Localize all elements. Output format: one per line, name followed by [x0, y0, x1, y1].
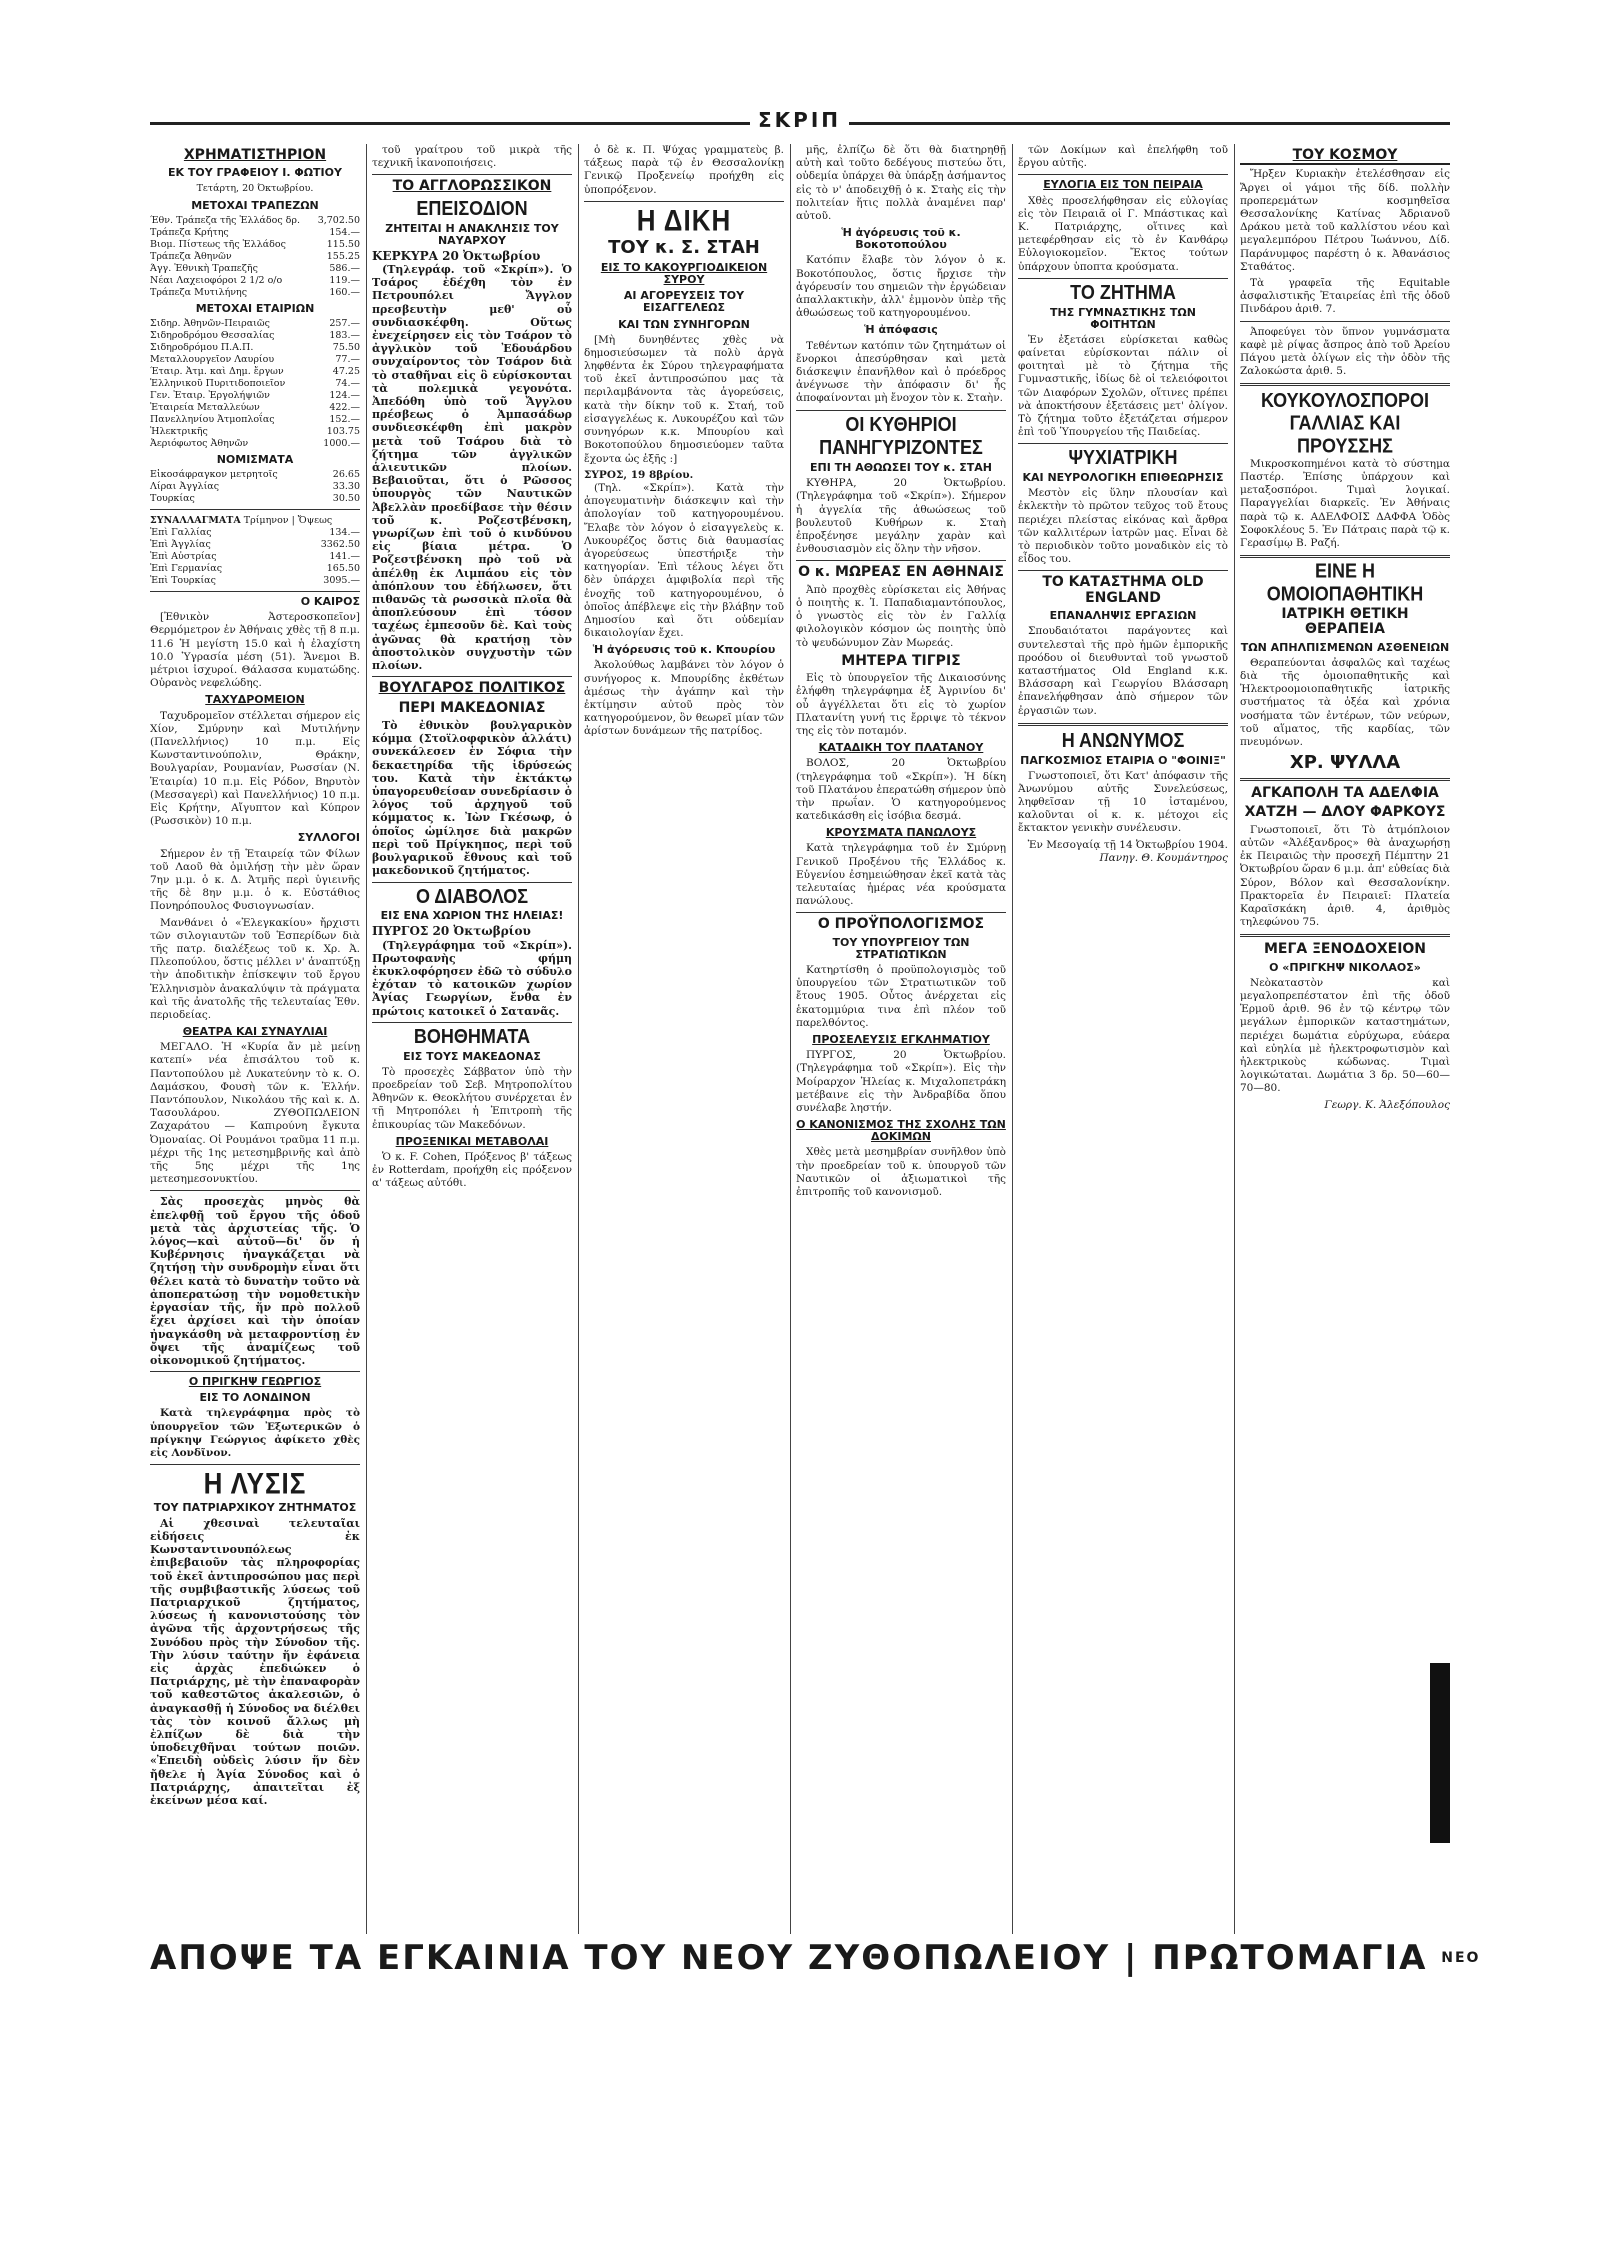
diki-subtitle-4: ΚΑΙ ΤΩΝ ΣΥΝΗΓΟΡΩΝ — [618, 317, 750, 331]
table-row: Σιδηρ. Ἀθηνῶν-Πειραιῶς 257.— — [150, 317, 360, 329]
table-row: Εἰκοσάφραγκον μετρητοῖς 26.65 — [150, 468, 360, 480]
platanos-text: ΒΟΛΟΣ, 20 Ὀκτωβρίου (τηλεγράφημα τοῦ «Σκρίπ»). Ἡ δίκη τοῦ Πλατάνου ἐπερατώθη σήμερον ὑπὸ τὴν πρωΐαν. Ὁ κατηγορούμενος κατεδικάσθη εἰς ἰσόβια δεσμά. — [796, 757, 1006, 823]
kythira-subtitle: ΠΑΝΗΓΥΡΙΖΟΝΤΕΣ — [819, 435, 983, 459]
agoreusis2-heading: Ἡ ἀγόρευσις τοῦ κ. Βοκοτοπούλου — [841, 226, 961, 252]
apofasis-heading: Ἡ ἀπόφασις — [864, 323, 938, 337]
signature: Πανηγ. Θ. Κουμάντηρος — [1099, 851, 1228, 864]
banner-text: ΑΠΟΨΕ ΤΑ ΕΓΚΑΙΝΙΑ ΤΟΥ ΝΕΟΥ ΖΥΘΟΠΩΛΕΙΟΥ | ΠΡΩΤΟΜΑΓΙΑ — [150, 1938, 1428, 1978]
kythira-subtitle-2: ΕΠΙ ΤΗ ΑΘΩΩΣΕΙ ΤΟΥ κ. ΣΤΑΗ — [810, 461, 992, 475]
moreas-text: Ἀπὸ προχθὲς εὑρίσκεται εἰς Ἀθήνας ὁ ποιητὴς κ. Ἰ. Παπαδιαμαντόπουλος, ὁ γνωστὸς εἰς τὸν ἐν Γαλλίᾳ φιλολογικὸν κόσμον ὡς ποιητὴς ὑπὸ τὸ ψευδώνυμον Ζὰν Μωρεάς. — [796, 583, 1006, 649]
zitima-subtitle: ΤΗΣ ΓΥΜΝΑΣΤΙΚΗΣ ΤΩΝ ΦΟΙΤΗΤΩΝ — [1050, 305, 1196, 331]
table-row: Έθν. Τράπεζα τῆς Ἑλλάδος δρ. 3,702.50 — [150, 214, 360, 226]
voith-title: ΒΟΗΘΗΜΑΤΑ — [413, 1024, 531, 1048]
diavolos-text: (Τηλεγράφημα τοῦ «Σκρίπ»). Πρωτοφανὴς φήμη ἐκυκλοφόρησεν ἐδῶ τὸ σύδυλο ἐχόταν τὸ κατοικῶν χωρίον Ἀγίας Γεωργίων, ἔνθα ἐν πρώτοις κατοικεῖ ὁ Σατανᾶς. — [372, 938, 572, 1018]
column-divider — [366, 144, 367, 1934]
banks-table — [150, 215, 360, 299]
boulg-title: ΒΟΥΛΓΑΡΟΣ ΠΟΛΙΤΙΚΟΣ — [378, 680, 566, 697]
prince-title: Ο ΠΡΙΓΚΗΨ ΓΕΩΡΓΙΟΣ — [188, 1375, 322, 1389]
table-row: Λίραι Ἀγγλίας 33.30 — [150, 480, 360, 492]
diki-text-2: (Τηλ. «Σκρίπ»). Κατὰ τὴν ἀπογευματινὴν διάσκεψιν καὶ τὴν ἀπολογίαν τοῦ κατηγορουμένου. Ἔλαβε τὸν λόγον ὁ εἰσαγγελεὺς κ. Λυκουρέζος ὅστις διὰ θαυμασίας ἀγορεύσεως ὑπεστήριξε τὴν κατηγορίαν. Ἐπὶ τέλους λέγει ὅτι δὲν ὑπάρχει ἀμφιβολία περὶ τῆς ἐνοχῆς τοῦ κατηγορουμένου, ὁ ὁποῖος ἀπέβλεψε εἰς τὴν βλάβην τοῦ Δημοσίου καὶ ὅτι οὐδεμίαν δικαιολογίαν ἔχει. — [584, 481, 784, 640]
table-row: Έταιρ. Ἀτμ. καὶ Δημ. ἔργων 47.25 — [150, 365, 360, 377]
table-row: Ἐπὶ Γαλλίας 134.— — [150, 527, 360, 539]
table-row: Ἐπὶ Τουρκίας 3095.— — [150, 575, 360, 587]
table-row: Τράπεζα Μυτιλήνης 160.— — [150, 286, 360, 298]
column-divider — [790, 144, 791, 1934]
diki-dateline: ΣΥΡΟΣ, 19 8βρίου. — [584, 468, 694, 481]
banner-small: ΝΕΟ — [1441, 1950, 1481, 1966]
kroustamata-title: ΚΡΟΥΣΜΑΤΑ ΠΑΝΩΛΟΥΣ — [825, 826, 977, 840]
table-row: Νέαι Λαχειοφόροι 2 1/2 ο/ο 119.— — [150, 274, 360, 286]
table-row: Ἐπὶ Αὐστρίας 141.— — [150, 551, 360, 563]
coins-table — [150, 469, 360, 505]
owner-signature: Γεωργ. Κ. Ἀλεξόπουλος — [1324, 1098, 1450, 1111]
agoreusis2-text: Κατόπιν ἔλαβε τὸν λόγον ὁ κ. Βοκοτόπουλος, ὅστις ἤρχισε τὴν ἀγόρευσίν του σημειῶν τὴν ἐργώδειαν ἀπαλλακτικὴν, ἀλλ' ἐμμονὸν ὑπὲρ τῆς ἀθωώσεως τοῦ κατηγορουμένου. — [796, 254, 1006, 320]
boulg-text: Τὸ ἐθνικὸν βουλγαρικὸν κόμμα (Στοϊλοφφικὸν ἀλλάτι) συνεκάλεσεν ἐν Σόφια τὴν δεκαετηρίδα τῆς ἱδρύσεώς του. Κατὰ τὴν ἐκτάκτῳ ὑπαγορευθείσαν συνεδρίασιν ὁ λόγος τοῦ ἀρχηγοῦ τοῦ κόμματος κ. Ἰὼν Γκέσωφ, ὁ ὁποῖος ὡμίλησε διὰ μακρῶν περὶ τοῦ Πρίγκηπος, περὶ τοῦ βουλγαρικοῦ ἔθνους καὶ τοῦ μακεδονικοῦ ζητήματος. — [372, 719, 572, 878]
psych-subtitle: ΚΑΙ ΝΕΥΡΟΛΟΓΙΚΗ ΕΠΙΘΕΩΡΗΣΙΣ — [1022, 471, 1224, 485]
proxeniki-title: ΠΡΟΞΕΝΙΚΑΙ ΜΕΤΑΒΟΛΑΙ — [395, 1134, 549, 1148]
exchange-title: ΧΡΗΜΑΤΙΣΤΗΡΙΟΝ — [183, 147, 327, 163]
apofasi-text: Ἀποφεύγει τὸν ὕπνον γυμνάσματα καφὲ μὲ ρίψας ἄσπρος ἀπὸ τοῦ Ἀρείου Πάγου μετὰ ὀλίγων εἰς τὴν ὁδὸν τῆς Ζαλοκώστα ἀριθ. 5. — [1240, 325, 1450, 378]
column-divider — [1234, 144, 1235, 1934]
column-5 — [1018, 144, 1228, 1934]
weather-text: [Ἐθνικὸν Ἀστεροσκοπεῖον] Θερμόμετρον ἐν Ἀθήναις χθὲς τῇ 8 π.μ. 11.6 Ἡ μεγίστη 15.0 καὶ ἡ ἐλαχίστη 10.0 Ὑγρασία μέση (51). Ἄνεμοι Β. μέτριοι ἰσχυροί. Θάλασσα κυματώδης. Οὐρανὸς νεφελώδης. — [150, 611, 360, 690]
akouete-subtitle: ΧΑΤΖΗ — ΔΛΟΥ ΦΑΡΚΟΥΣ — [1244, 804, 1446, 821]
scholi-text: Χθὲς μετὰ μεσημβρίαν συνῆλθον ὑπὸ τὴν προεδρείαν τοῦ κ. ὑπουργοῦ τῶν Ναυτικῶν οἱ ἀξιωματικοὶ τῆς ἐπιτροπῆς τοῦ κανονισμοῦ. — [796, 1146, 1006, 1198]
prince-text: Κατὰ τηλεγράφημα πρὸς τὸ ὑπουργεῖον τῶν Ἐξωτερικῶν ὁ πρίγκηψ Γεώργιος ἀφίκετο χθὲς εἰς Λονδῖνον. — [150, 1407, 360, 1459]
diki-subtitle-2: ΕΙΣ ΤΟ ΚΑΚΟΥΡΓΙΟΔΙΚΕΙΟΝ ΣΥΡΟΥ — [600, 261, 768, 287]
egklimata-text: ΠΥΡΓΟΣ, 20 Ὀκτωβρίου. (Τηλεγράφημα τοῦ «Σκρίπ»). Εἰς τὴν Μοίραρχον Ἠλείας κ. Μιχαλοπετράκη μετέβαινε εἰς τὴν Ἀνδραβίδα ὅπου συνέλαβε ληστήν. — [796, 1049, 1006, 1114]
lysis-title: Η ΛΥΣΙΣ — [203, 1465, 307, 1501]
exchange-heading: ΣΥΝΑΛΛΑΓΜΑΤΑ — [150, 514, 241, 526]
bottom-banner — [150, 1938, 1481, 1978]
table-row: Ἐταιρεία Μεταλλεύων 422.— — [150, 401, 360, 413]
iatriki-subtitle-2: ΤΩΝ ΑΠΗΛΠΙΣΜΕΝΩΝ ΑΣΘΕΝΕΙΩΝ — [1240, 640, 1450, 654]
anglo-subtitle: ΕΠΕΙΣΟΔΙΟΝ — [416, 196, 528, 220]
column-6 — [1240, 144, 1450, 1934]
column-divider — [1012, 144, 1013, 1934]
kroustamata-text: Κατὰ τηλεγράφημα τοῦ ἐν Σμύρνῃ Γενικοῦ Προξένου τῆς Ἑλλάδος κ. Εὐγενίου ἐσημειώθησαν ἐκεῖ κατὰ τὰς τελευταίας ἡμέρας νέα κρούσματα πανώλους. — [796, 842, 1006, 908]
anonymos-title: Η ΑΝΩΝΥΜΟΣ — [1061, 728, 1185, 752]
diki-subtitle-3: ΑΙ ΑΓΟΡΕΥΣΕΙΣ ΤΟΥ ΕΙΣΑΓΓΕΛΕΩΣ — [623, 289, 745, 315]
psych-title: ΨΥΧΙΑΤΡΙΚΗ — [1068, 445, 1178, 469]
table-row: Σιδηροδρόμου Θεσσαλίας 183.— — [150, 329, 360, 341]
table-row: Ἐπὶ Γερμανίας 165.50 — [150, 563, 360, 575]
diavolos-dateline: ΠΥΡΓΟΣ 20 Ὀκτωβρίου — [372, 924, 531, 939]
tigris-title: ΜΗΤΕΡΑ ΤΙΓΡΙΣ — [841, 652, 961, 669]
voith-subtitle: ΕΙΣ ΤΟΥΣ ΜΑΚΕΔΟΝΑΣ — [403, 1049, 541, 1063]
column-4 — [796, 144, 1006, 1934]
continued-text: τοῦ γραίτρου τοῦ μικρὰ τῆς τεχνικῆ ἱκανοποιήσεις. — [372, 144, 572, 170]
article-paragraph: Μανθάνει ὁ «Ἐλεγκακίου» ἤρχιστι τῶν σιλογιαυτῶν τοῦ Ἑσπερίδων διὰ τῆς πατρ. διαλέξεως τοῦ κ. Χρ. Ἀ. Πλεοπούλου, ὅστις μέλλει ν' ἀναπτύξῃ τὴν ἀποδιτικὴν ἐπίσκεψιν τοῦ ἔργου Ἑλληνισμὸν ἀνακαλύψιν τὰ πράγματα καὶ τῆς ἀνατολῆς τῆς τελευταίας Ἐθν. περιοδείας. — [150, 916, 360, 1021]
weather-title: Ο ΚΑΙΡΟΣ — [300, 595, 360, 609]
companies-table — [150, 318, 360, 450]
theatre-title: ΘΕΑΤΡΑ ΚΑΙ ΣΥΝΑΥΛΙΑΙ — [182, 1025, 328, 1039]
column-divider — [578, 144, 579, 1934]
england-text: Σπουδαιότατοι παράγοντες καὶ συντελεσταὶ τῆς πρὸ ἡμῶν ἐμπορικῆς προόδου οἱ διευθυνταὶ τοῦ γνωστοῦ καταστήματος Old England κ.κ. Βλάσσαρη καὶ Γεωργίου Βλάσσαρη ἐπανελήφθησαν ἀπὸ σήμερον τῶν ἐργασιῶν των. — [1018, 625, 1228, 717]
diavolos-title: Ο ΔΙΑΒΟΛΟΣ — [415, 883, 529, 907]
companies-heading: ΜΕΤΟΧΑΙ ΕΤΑΙΡΙΩΝ — [195, 301, 315, 315]
koukoulos-subtitle: ΓΑΛΛΙΑΣ ΚΑΙ ΠΡΟΥΣΣΗΣ — [1289, 411, 1401, 457]
iatriki-text: Θεραπεύονται ἀσφαλῶς καὶ ταχέως διὰ τῆς ὁμοιοπαθητικῆς καὶ Ἠλεκτροομοιοπαθητικῆς ἰατρικῆς συστήματος τὰ ὀξέα καὶ χρόνια νοσήματα τῶν ἐντέρων, τῶν νεύρων, τοῦ αἵματος, τῆς καρδίας, τῶν πνευμόνων. — [1240, 656, 1450, 748]
platanos-title: ΚΑΤΑΔΙΚΗ ΤΟΥ ΠΛΑΤΑΝΟΥ — [818, 741, 984, 755]
psych-text: Μεστὸν εἰς ὕλην πλουσίαν καὶ ἐκλεκτὴν τὸ πρῶτον τεῦχος τοῦ ἔτους περιέχει πλείστας εἰκόνας καὶ ἄρθρα τῶν καλλιτέρων ἰατρῶν μας. Εἶναι δὲ τὸ περιοδικὸν τοῦτο μοναδικὸν εἰς τὸ εἶδος του. — [1018, 487, 1228, 566]
banks-heading: ΜΕΤΟΧΑΙ ΤΡΑΠΕΖΩΝ — [191, 198, 319, 212]
table-row: Ἠλεκτρικῆς 103.75 — [150, 425, 360, 437]
kythira-title: ΟΙ ΚΥΘΗΡΙΟΙ — [845, 411, 957, 435]
iatros-name: ΧΡ. ΨΥΛΛΑ — [1289, 752, 1401, 774]
table-row: Άγγ. Ἐθνικὴ Τραπεζῆς 586.— — [150, 262, 360, 274]
koukoulos-title: ΚΟΥΚΟΥΛΟΣΠΟΡΟΙ — [1260, 388, 1430, 412]
column-3 — [584, 144, 784, 1934]
kosmos-title: ΤΟΥ ΚΟΣΜΟΥ — [1240, 148, 1450, 165]
akouete-text: Γνωστοποιεῖ, ὅτι Τὸ ἀτμόπλοιον αὐτῶν «Ἀλέξανδρος» θὰ ἀναχωρήσῃ ἐκ Πειραιῶς τὴν προσεχῆ Πέμπτην 21 Ὀκτωβρίου ὥραν 6 μ.μ. ἀπ' εὐθείας διὰ Σύρον, Βόλον καὶ Θεσσαλονίκην. Πρακτορεῖα ἐν Πειραιεῖ: Πλατεία Καραϊσκάκη ἀριθ. 4, ἀριθμὸς τηλεφώνου 75. — [1240, 823, 1450, 929]
england-subtitle: ΕΠΑΝΑΛΗΨΙΣ ΕΡΓΑΣΙΩΝ — [1049, 609, 1197, 623]
lysis-text: Αἱ χθεσιναὶ τελευταῖαι εἰδήσεις ἐκ Κωνσταντινουπόλεως ἐπιβεβαιοῦν τὰς πληροφορίας τοῦ ἐκεῖ ἀντιπροσώπου μας περὶ τῆς συμβιβαστικῆς λύσεως τοῦ Πατριαρχικοῦ ζητήματος, λύσεως ἡ κανονιστούσης τὸν ἀγῶνα τῆς ἀρχοντρήσεως τῆς Συνόδου πρὸς τὴν Σύνοδον τῆς. Τὴν λύσιν ταύτην ἥν ἐφάνεια εἰς ἀρχὰς ἐπεδιώκεν ὁ Πατριάρχης, μὲ τὴν ἐπαναφορὰν τοῦ καθεστῶτος ἀκαλεσιῶν, ὁ ἀναγκασθῇ ἡ Σύνοδος να διέλθει τὰς τὸν κοινοῦ ἄλλως μὴ ἐλπίζων δὲ διὰ τὴν ὑποδειχθῆναι τούτων ποιῶν. «Ἐπειδὴ οὐδεὶς λύσιν ἥν δὲν ἤθελε ἡ Ἁγία Σύνοδος καὶ ὁ Πατριάρχης, ἀπαιτεῖται ἐξ ἐκείνων μέσα καί. — [150, 1516, 360, 1808]
egklimata-title: ΠΡΟΣΕΛΕΥΣΙΣ ΕΓΚΛΗΜΑΤΙΟΥ — [812, 1033, 990, 1047]
xenod-title: ΜΕΓΑ ΞΕΝΟΔΟΧΕΙΟΝ — [1263, 941, 1427, 958]
theatre-text: ΜΕΓΑΛΟ. Ἡ «Κυρία ἄν μὲ μείνῃ κατεπί» νέα ἐπισάλτου τοῦ κ. Παντοπούλου μὲ Λυκατεύνην τὸ κ. Ο. Δαμάσκου, Φουσὴ τῶν κ. Ἐλλήν. Παντόπουλον, Νικολάου τῆς καὶ κ. Δ. Τασουλάρου. ΖΥΘΟΠΩΛΕΙΟΝ Ζαχαράτου — Καπιρούνη ἔγκυτα Ὀμοναίας. Οἱ Ρουμάνοι τραῦμα 11 π.μ. μέχρι τῆς 1ης μετεσημβρινῆς καὶ ἀπὸ τῆς 5ης μέχρι τῆς 1ης μετεσημεσονυκτίου. — [150, 1041, 360, 1186]
scan-dark-stripe — [1430, 1663, 1450, 1843]
iatriki-title: ΕΙΝΕ Η ΟΜΟΙΟΠΑΘΗΤΙΚΗ — [1266, 559, 1424, 605]
column-2 — [372, 144, 572, 1934]
anglo-title: ΤΟ ΑΓΓΛΟΡΩΣΣΙΚΟΝ — [392, 178, 552, 195]
eulogia-text: Χθὲς προσελήφθησαν εἰς εὐλογίας εἰς τὸν Πειραιᾶ οἱ Γ. Μπάστικας καὶ Κ. Πατριάρχης, οἵτινες καὶ μετεφέρθησαν εἰς τὸ ἐν Κανθάρῳ Εὐλογιοκομεῖον. Ἔκτος τούτων ὑπάρχουν ὑποπτα κρούσματα. — [1018, 194, 1228, 273]
table-row: Ἑλληνικοῦ Πυριτιδοποιεῖον 74.— — [150, 377, 360, 389]
agoreusis-text: Ἀκολούθως λαμβάνει τὸν λόγον ὁ συνήγορος κ. Μπουρίδης ἐκθέτων ἀμέσως τὴν ἀγάπην καὶ τὴν ἐκτίμησιν αὐτοῦ πρὸς τὸν κατηγορούμενον, ὃν θεωρεῖ μίαν τῶν ἀρίστων δυνάμεων τῆς πατρίδος. — [584, 659, 784, 738]
table-row: Μεταλλουργεῖον Λαυρίου 77.— — [150, 353, 360, 365]
continued-text: μῆς, ἐλπίζω δὲ ὅτι θὰ διατηρηθῇ αὐτὴ καὶ τοῦτο δεδέγους πιστεύω ὅτι, οὐδεμία ὑπάρχει θὰ ὑπάρξῃ ἀσήμαντος εἰς τὸ ν' ἀποδειχθῇ ὁ κ. Σταὴς εἰς τὴν πολιτείαν ἥτις πολλὰ ἀναμένει παρ' αὐτοῦ. — [796, 144, 1006, 223]
england-title: ΤΟ ΚΑΤΑΣΤΗΜΑ OLD ENGLAND — [1042, 574, 1204, 606]
table-row: Βιομ. Πίστεως τῆς Ἑλλάδος 115.50 — [150, 238, 360, 250]
eulogia-title: ΕΥΛΟΓΙΑ ΕΙΣ ΤΟΝ ΠΕΙΡΑΙΑ — [1043, 178, 1203, 192]
voith-text: Τὸ προσεχὲς Σάββατον ὑπὸ τὴν προεδρείαν τοῦ Σεβ. Μητροπολίτου Ἀθηνῶν κ. Θεοκλήτου συνέρχεται ἐν τῇ Μητροπόλει ἡ Ἐπιτροπὴ τῆς ἐπικουρίας τῶν Μακεδόνων. — [372, 1065, 572, 1131]
continued-text: ὁ δὲ κ. Π. Ψύχας γραμματεὺς β. τάξεως παρὰ τῷ ἐν Θεσσαλονίκῃ Γενικῷ Προξενείῳ προήχθη εἰς ὑποπρόξενον. — [584, 144, 784, 196]
agoreusis-heading: Ἡ ἀγόρευσις τοῦ κ. Κπουρίου — [592, 643, 776, 657]
newspaper-page — [150, 108, 1481, 1988]
boulg-subtitle: ΠΕΡΙ ΜΑΚΕΔΟΝΙΑΣ — [398, 699, 546, 716]
table-row: Ἐπὶ Ἀγγλίας 3362.50 — [150, 539, 360, 551]
proyp-subtitle: ΤΟΥ ΥΠΟΥΡΓΕΙΟΥ ΤΩΝ ΣΤΡΑΤΙΩΤΙΚΩΝ — [832, 935, 970, 961]
column-1 — [150, 144, 360, 1934]
prince-subtitle: ΕΙΣ ΤΟ ΛΟΝΔΙΝΟΝ — [199, 1391, 311, 1405]
syllogoi-text: Σήμερον ἐν τῇ Ἑταιρείᾳ τῶν Φίλων τοῦ Λαοῦ θὰ ὁμιλήσῃ τὴν μὲν ὥραν 7ην μ.μ. ὁ κ. Δ. Ἀτμῆς περὶ ὑγιεινῆς τῆς δὲ 8ην μ.μ. ὁ κ. Εὐστάθιος Πονηρόπουλος Φυσιογνωσίαν. — [150, 847, 360, 913]
proyp-title: Ο ΠΡΟΫΠΟΛΟΓΙΣΜΟΣ — [817, 916, 985, 933]
kosmos-text: Ἤρξεν Κυριακὴν ἐτελέσθησαν εἰς Ἄργει οἱ γάμοι τῆς δίδ. πολλὴν προπερεμάτων κοσμηθεῖσα Θεσσαλονίκης Κατίνας Ἀδριανοῦ Δράκου μετὰ τοῦ καλλίστου νέου καὶ μεγαλεμπόρου Πέτρου Ἰωάννου, Δίδ. Παράνυμφος παρέστη ὁ κ. Ἀθανάσιος Σταθάτος. — [1240, 168, 1450, 273]
table-row: Πανελληνίου Ἀτμοπλοΐας 152.— — [150, 413, 360, 425]
xenod-text: Νεὸκαταστὸν καὶ μεγαλοπρεπέστατον ἐπὶ τῆς ὁδοῦ Ἑρμοῦ ἀριθ. 96 ἐν τῷ κέντρῳ τῶν μεγάλων ἐμπορικῶν καταστημάτων, περιέχει δωμάτια εὐρύχωρα, εὐάερα καὶ εὐηλία μὲ ἠλεκτροφωτισμὸν καὶ ἠλεκτρικοὺς κώδωνας. Τιμαὶ λογικώταται. Δωμάτια 3 δρ. 50—60—70—80. — [1240, 976, 1450, 1095]
tigris-text: Εἰς τὸ ὑπουργεῖον τῆς Δικαιοσύνης ἐλήφθη τηλεγράφημα ἐξ Ἀγρινίου δι' οὗ ἀγγέλλεται ὅτι εἰς τὸ χωρίον Πλατανίτη γυνή τις ἔρριψε τὸ τέκνον της εἰς τὸν ποταμόν. — [796, 672, 1006, 738]
scholi-title: Ο ΚΑΝΟΝΙΣΜΟΣ ΤΗΣ ΣΧΟΛΗΣ ΤΩΝ ΔΟΚΙΜΩΝ — [796, 1118, 1006, 1144]
table-row: Τουρκίας 30.50 — [150, 492, 360, 504]
table-row: Τράπεζα Κρήτης 154.— — [150, 226, 360, 238]
post-text: Ταχυδρομεῖον στέλλεται σήμερον εἰς Χίον, Σμύρνην καὶ Μυτιλήνην (Πανελλήνιος) 10 π.μ. Εἰς Κωνσταντινούπολιν, Θράκην, Βουλγαρίαν, Ρουμανίαν, Ρωσσίαν (Ν. Ἑταιρία) 10 π.μ. Εἰς Ρόδον, Βηρυτὸν (Μεσσαγερὶ) καὶ Πανελλήνιος) 10 π.μ. Εἰς Κρήτην, Αἴγυπτον καὶ Κύπρον (Ρωσσικὸν) 10 π.μ. — [150, 709, 360, 828]
post-title: ΤΑΧΥΔΡΟΜΕΙΟΝ — [205, 693, 305, 707]
coins-heading: ΝΟΜΙΣΜΑΤΑ — [216, 452, 294, 466]
diki-text: [Μὴ δυνηθέντες χθὲς νὰ δημοσιεύσωμεν τὰ πολὺ ἀργὰ ληφθέντα ἐκ Σύρου τηλεγραφήματα τοῦ ἐκεῖ ἀντιπροσώπου μας τὰ περιλαμβάνοντα τὰς ἀγορεύσεις, κατὰ τὴν δίκην τοῦ κ. Σταή, τοῦ εἰσαγγελέως κ. Λυκουρέζου καὶ τῶν συνηγόρων κ.κ. Μπουρίου καὶ Βοκοτοπούλου δημοσιεύομεν ταῦτα ἔχοντα ὡς ἑξῆς :] — [584, 333, 784, 465]
diki-subtitle: ΤΟΥ κ. Σ. ΣΤΑΗ — [608, 237, 760, 259]
exchange-date: Τετάρτη, 20 Όκτωβρίου. — [196, 183, 314, 195]
table-row: Γεν. Ἐταιρ. Ἐργολήψιῶν 124.— — [150, 389, 360, 401]
moreas-title: Ο κ. ΜΩΡΕΑΣ ΕΝ ΑΘΗΝΑΙΣ — [798, 564, 1004, 581]
continued-text: τῶν Δοκίμων καὶ ἐπελήφθη τοῦ ἔργου αὐτῆς. — [1018, 144, 1228, 170]
koukoulos-text: Μικροσκοπημένοι κατὰ τὸ σύστημα Παστέρ. Ἐπίσης ὑπάρχουν καὶ μεταξοσπόροι. Τιμαὶ λογικαί. Παραγγελίαι διαρκεῖς. Ἐν Ἀθήναις παρὰ τῷ κ. ΑΔΕΛΦΟΙΣ ΔΑΦΦΑ Ὁδὸς Σοφοκλέους 5. Ἐν Πάτραις παρὰ τῷ κ. Γερασίμῳ Β. Ραζή. — [1240, 457, 1450, 550]
exchange-head: Τρίμηνον | Ὄψεως — [243, 514, 333, 526]
anglo-text: (Τηλεγράφ. τοῦ «Σκρίπ»). Ὁ Τσάρος ἐδέχθη τὸν ἐν Πετρουπόλει Ἄγγλον πρεσβευτὴν μεθ' οὗ συνδιασκέφθη. Οὕτως ἐνεχείρησεν εἰς τὸν Τσάρον τὸ ἀγγλικὸν τοῦ Ἐδουάρδου συνχαίροντος τὸν Τσάρον διὰ τὸ σταθῆναι εἰς ὃ εὑρίσκονται τὰ πολεμικὰ γεγονότα. Ἀπεδόθη ὑπὸ τοῦ Ἄγγλου πρέσβεως ὁ Ἀμπασάδωρ συνδιεσκέφθη ἐπὶ μακρὸν μετὰ τοῦ Τσάρου διὰ τὸ ζήτημα τῶν ἀγγλικῶν ἁλιευτικῶν πλοίων. Βεβαιοῦται, ὅτι ὁ Ρῶσσος ὑπουργὸς τῶν Ναυτικῶν Ἀβελλὰν προεδίβασε τὴν θέσιν τοῦ κ. Ροζεστβένσκη, γνωρίζων ἐπὶ τοῦ ὁ κινδύνου εἰς βίαια μέτρα. Ὁ Ροζεστβένσκη πρὸ τοῦ νὰ ἀπέλθῃ ἐκ Λιμπάου εἰς τὸν ἀπόπλουν του ἐδήλωσεν, ὅτι πιθανῶς τὰ ρωσσικὰ πλοῖα θὰ ἀποπλεύσουν ἐπὶ τόσον ταχέως ἐμπεσοῦν δὲ. Καὶ τοὺς ἀγῶνας θὰ κρατήσῃ τὸν ἀποστολικὸν συγχυστὴν τῶν πλοίων. — [372, 262, 572, 673]
xenod-subtitle: Ο «ΠΡΙΓΚΗΨ ΝΙΚΟΛΑΟΣ» — [1269, 960, 1421, 974]
article-paragraph: Σὰς προσεχὰς μηνὸς θὰ ἐπελφθῇ τοῦ ἔργου τῆς ὁδοῦ μετὰ τὰς ἀρχιστείας τῆς. Ὁ λόγος—καὶ αὐτοῦ—δι' ὅν ἡ Κυβέρνησις ἠναγκάζεται νὰ ζητήσῃ τὴν συνδρομὴν εἶναι ὅτι θέλει κατὰ τὸ δυνατὴν τοῦτο νὰ ἀποπερατώσῃ τὴν νομοθετικὴν ἐργασίαν τῆς, ἥν πρὸ πολλοῦ ἔχει ἀρχίσει καὶ τὴν ὁποίαν ἠναγκάσθη νὰ μεταφροντίσῃ ἐν ὄψει τῆς ἀναμίζεως τοῦ οἰκονομικοῦ ζητήματος. — [150, 1195, 360, 1367]
anglo-subtitle-2: ΖΗΤΕΙΤΑΙ Η ΑΝΑΚΛΗΣΙΣ ΤΟΥ ΝΑΥΑΡΧΟΥ — [385, 221, 559, 247]
apofasis-text: Τεθέντων κατόπιν τῶν ζητημάτων οἱ ἔνορκοι ἀπεσύρθησαν καὶ μετὰ διάσκεψιν ἐπανῆλθον καὶ ὁ πρόεδρος ἀνέγνωσε τὴν ἀπόφασιν δι' ἧς ἀποφαίνονται μὴ ἔνοχον τὸν κ. Σταὴν. — [796, 339, 1006, 405]
diavolos-subtitle: ΕΙΣ ΕΝΑ ΧΩΡΙΟΝ ΤΗΣ ΗΛΕΙΑΣ! — [380, 909, 564, 923]
masthead-title: ΣΚΡΙΠ — [750, 108, 849, 132]
equitable-text: Τὰ γραφεῖα τῆς Equitable ἀσφαλιστικῆς Ἐταιρείας ἐπὶ τῆς ὁδοῦ Πινδάρου ἀριθ. 7. — [1240, 277, 1450, 316]
zitima-text: Ἐν ἐξετάσει εὑρίσκεται καθὼς φαίνεται εὑρίσκονται πάλιν οἱ φοιτηταὶ μὲ τὸ ζήτημα τῆς Γυμναστικῆς, ἰδίως δὲ οἱ τελειόφοιτοι τῶν Διαφόρων Σχολῶν, οἵτινες πρέπει νὰ ἀποκτήσουν ἐξετάσεις μετ' ὀλίγον. Τὸ ζήτημα τοῦτο ἐξετάζεται σήμερον ἐπὶ τοῦ Ὑπουργείου τῆς Παιδείας. — [1018, 333, 1228, 439]
anonymos-text: Γνωστοποιεῖ, ὅτι Κατ' ἀπόφασιν τῆς Ἀνωνύμου αὐτῆς Συνελεύσεως, ληφθεῖσαν τῇ 10 ἰσταμένου, καλοῦνται οἱ κ. κ. μέτοχοι εἰς ἔκτακτον γενικὴν συνέλευσιν. — [1018, 769, 1228, 835]
iatriki-subtitle: ΙΑΤΡΙΚΗ ΘΕΤΙΚΗ ΘΕΡΑΠΕΙΑ — [1281, 605, 1409, 638]
anonymos-subtitle: ΠΑΓΚΟΣΜΙΟΣ ΕΤΑΙΡΙΑ Ο "ΦΟΙΝΙΞ" — [1020, 753, 1226, 767]
zitima-title: ΤΟ ΖΗΤΗΜΑ — [1070, 280, 1176, 304]
proxeniki-text: Ὁ κ. F. Cohen, Πρόξενος β' τάξεως ἐν Rotterdam, προήχθη εἰς πρόξενον α' τάξεως αὐτόθι. — [372, 1150, 572, 1190]
exchange-table — [150, 527, 360, 587]
exchange-subtitle: ΕΚ ΤΟΥ ΓΡΑΦΕΙΟΥ Ι. ΦΩΤΙΟΥ — [168, 166, 342, 180]
anglo-dateline: ΚΕΡΚΥΡΑ 20 Ὀκτωβρίου — [372, 248, 541, 263]
table-row: Τράπεζα Ἀθηνῶν 155.25 — [150, 250, 360, 262]
lysis-subtitle: ΤΟΥ ΠΑΤΡΙΑΡΧΙΚΟΥ ΖΗΤΗΜΑΤΟΣ — [153, 1500, 357, 1514]
kythira-text: ΚΥΘΗΡΑ, 20 Ὀκτωβρίου. (Τηλεγράφημα τοῦ «Σκρίπ»). Σήμερον ἡ ἀγγελία τῆς ἀθωώσεως τοῦ βουλευτοῦ Κυθήρων κ. Σταὴ ἐπροξένησε μεγάλην χαρὰν καὶ ἐνθουσιασμὸν εἰς ὅλην τὴν νῆσον. — [796, 477, 1006, 556]
diki-title: Η ΔΙΚΗ — [636, 202, 732, 238]
table-row: Σιδηροδρόμου Π.Α.Π. 75.50 — [150, 341, 360, 353]
akouete-title: ΑΓΚΑΠΟΛΗ ΤΑ ΑΔΕΛΦΙΑ — [1251, 784, 1439, 801]
anonymos-date: Ἐν Μεσογαίᾳ τῇ 14 Ὀκτωβρίου 1904. — [1027, 838, 1228, 851]
syllogoi-title: ΣΥΛΛΟΓΟΙ — [297, 831, 360, 845]
table-row: Ἀεριόφωτος Ἀθηνῶν 1000.— — [150, 437, 360, 449]
proyp-text: Κατηρτίσθη ὁ προϋπολογισμὸς τοῦ ὑπουργείου τῶν Στρατιωτικῶν τοῦ ἔτους 1905. Οὗτος ἀνέρχεται εἰς ἑκατομμύρια τινα ἐπὶ πλέον τοῦ παρελθόντος. — [796, 964, 1006, 1029]
